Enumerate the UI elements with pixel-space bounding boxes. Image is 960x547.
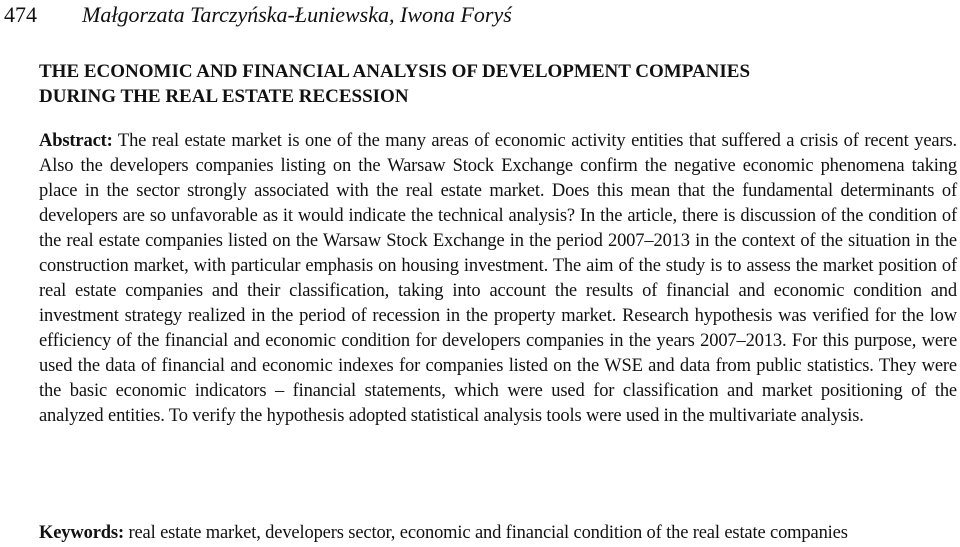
- running-head: [4, 2, 512, 28]
- abstract-label: Abstract:: [39, 131, 113, 151]
- article-title: [39, 59, 929, 109]
- abstract: [39, 129, 957, 429]
- title-line-2: DURING THE REAL ESTATE RECESSION: [39, 86, 409, 107]
- keywords-text: real estate market, developers sector, economic and financial condition of the real estate companies: [128, 523, 848, 543]
- page-number: 474: [4, 2, 37, 27]
- keywords: [39, 521, 957, 546]
- keywords-label: Keywords:: [39, 523, 124, 543]
- title-line-1: THE ECONOMIC AND FINANCIAL ANALYSIS OF DEVELOPMENT COMPANIES: [39, 61, 751, 82]
- authors: Małgorzata Tarczyńska-Łuniewska, Iwona Foryś: [82, 2, 512, 27]
- abstract-text: The real estate market is one of the many areas of economic activity entities that suffered a crisis of recent years. Also the developers companies listing on the Warsaw Stock Exchange confirm the negative economic phenomena taking place in the sector strongly associated with the real estate market. Does this mean that the fundamental determinants of developers are so unfavorable as it would indicate the technical analysis? In the article, there is discussion of the condition of the real estate companies listed on the Warsaw Stock Exchange in the period 2007–2013 in the context of the situation in the construction market, with particular emphasis on housing investment. The aim of the study is to assess the market position of real estate companies and their classification, taking into account the results of financial and economic condition and investment strategy realized in the period of recession in the property market. Research hypothesis was verified for the low efficiency of the financial and economic condition for developers companies in the years 2007–2013. For this purpose, were used the data of financial and economic indexes for companies listed on the WSE and data from public statistics. They were the basic economic indicators – financial statements, which were used for classification and market positioning of the analyzed entities. To verify the hypothesis adopted statistical analysis tools were used in the multivariate analysis.: [39, 131, 957, 426]
